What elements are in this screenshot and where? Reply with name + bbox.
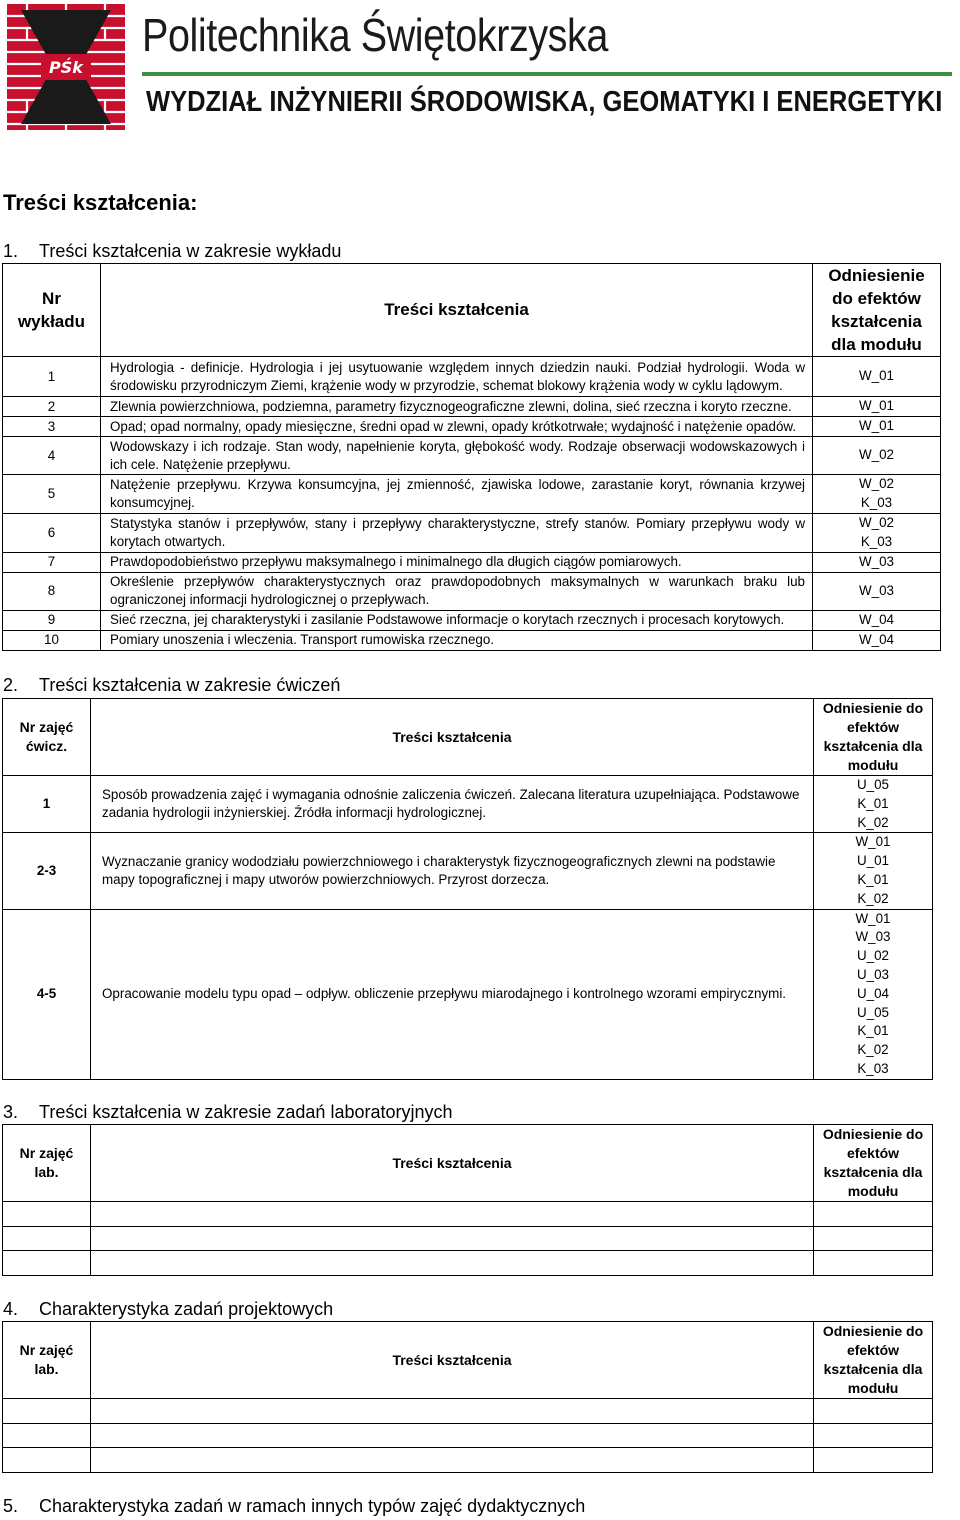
row-content: Wodowskazy i ich rodzaje. Stan wody, napełnienie koryta, głębokość wody. Rodzaje obserwacji wodowskazowych i ich cele. Natężenie przepływu. <box>101 437 813 475</box>
row-reference <box>813 437 941 475</box>
row-content: Opracowanie modelu typu opad – odpływ. obliczenie przepływu miarodajnego i kontrolnego wzorami empirycznymi. <box>91 909 814 1079</box>
effect-code: U_05 <box>856 777 889 792</box>
section-label: Charakterystyka zadań projektowych <box>39 1299 334 1319</box>
faculty-name: WYDZIAŁ INŻYNIERII ŚRODOWISKA, GEOMATYKI I ENERGETYKI <box>146 86 943 118</box>
effect-code: W_04 <box>859 611 894 627</box>
header-ref: Odniesienie do efektów kształcenia dla modułu <box>814 1322 933 1399</box>
table-row <box>3 552 941 572</box>
section-label: Treści kształcenia w zakresie zadań laboratoryjnych <box>39 1102 453 1122</box>
row-number: 4-5 <box>3 909 91 1079</box>
effect-code: K_01 <box>857 1023 889 1039</box>
header-content: Treści kształcenia <box>91 699 814 776</box>
section-label: Treści kształcenia w zakresie ćwiczeń <box>39 675 341 695</box>
row-number: 6 <box>3 514 101 553</box>
lecture-table <box>2 263 941 651</box>
header-content: Treści kształcenia <box>101 264 813 357</box>
table-row <box>3 833 933 909</box>
header <box>0 0 960 135</box>
effect-code: U_03 <box>856 966 889 982</box>
row-content: Opad; opad normalny, opady miesięczne, średni opad w zlewni, opady krótkotrwałe; wydajność i natężenie opadów. <box>101 417 813 437</box>
header-nr: Nr zajęć ćwicz. <box>3 699 91 776</box>
table-row <box>3 1202 933 1227</box>
table-row <box>3 397 941 417</box>
table-header-row <box>3 699 933 776</box>
effect-code: K_03 <box>860 495 893 510</box>
header-ref: Odniesienie do efektów kształcenia dla modułu <box>814 699 933 776</box>
header-content: Treści kształcenia <box>91 1125 814 1202</box>
table-row <box>3 1251 933 1276</box>
row-number: 1 <box>3 776 91 833</box>
header-divider <box>142 72 952 76</box>
effect-code: U_01 <box>856 853 889 869</box>
section-number: 1. <box>3 241 19 261</box>
effect-code: W_01 <box>855 910 891 926</box>
effect-code: W_02 <box>859 447 894 463</box>
row-content: Sposób prowadzenia zajęć i wymagania odnośnie zaliczenia ćwiczeń. Zalecana literatura uzupełniająca. Podstawowe zadania hydrologii inżynierskiej. Źródła informacji hydrologicznej. <box>91 776 814 833</box>
row-number: 5 <box>3 475 101 514</box>
table-row <box>3 630 941 650</box>
row-number: 4 <box>3 437 101 475</box>
effect-code: K_03 <box>857 1060 889 1076</box>
header-nr: Nr wykładu <box>3 264 101 357</box>
effect-code: U_02 <box>856 948 889 964</box>
row-number: 2 <box>3 397 101 417</box>
section-title <box>3 1102 453 1123</box>
header-content: Treści kształcenia <box>91 1322 814 1399</box>
table-row <box>3 514 941 553</box>
row-reference <box>813 357 941 397</box>
table-row <box>3 610 941 630</box>
table-row <box>3 417 941 437</box>
row-number: 7 <box>3 552 101 572</box>
row-reference <box>813 397 941 417</box>
svg-text:PŚk: PŚk <box>49 58 83 77</box>
effect-code: W_03 <box>859 553 894 569</box>
table-row <box>3 909 933 1079</box>
effect-code: U_04 <box>856 985 889 1001</box>
row-reference <box>813 610 941 630</box>
header-nr: Nr zajęć lab. <box>3 1125 91 1202</box>
row-reference <box>813 417 941 437</box>
row-reference <box>813 475 941 514</box>
effect-code: W_02 <box>859 476 894 492</box>
row-content: Pomiary unoszenia i wleczenia. Transport rumowiska rzecznego. <box>101 630 813 650</box>
table-row <box>3 572 941 610</box>
section-title <box>3 675 340 696</box>
lab-table <box>2 1124 933 1276</box>
row-number: 1 <box>3 357 101 397</box>
table-header-row <box>3 264 941 357</box>
exercise-body <box>3 776 933 1080</box>
effect-code: K_02 <box>857 814 889 830</box>
effect-code: K_02 <box>857 890 889 906</box>
effect-code: U_05 <box>856 1004 889 1020</box>
effect-code: W_02 <box>859 515 894 530</box>
row-number: 8 <box>3 572 101 610</box>
row-content: Sieć rzeczna, jej charakterystyki i zasilanie Podstawowe informacje o korytach rzecznych i procesach korytowych. <box>101 610 813 630</box>
table-row <box>3 437 941 475</box>
table-row <box>3 1227 933 1251</box>
section-number: 2. <box>3 675 19 695</box>
effect-code: K_02 <box>857 1042 889 1058</box>
effect-code: W_03 <box>859 582 894 598</box>
header-nr: Nr zajęć lab. <box>3 1322 91 1399</box>
row-content: Prawdopodobieństwo przepływu maksymalnego i minimalnego dla długich ciągów pomiarowych. <box>101 552 813 572</box>
section-number: 5. <box>3 1496 19 1516</box>
row-number: 10 <box>3 630 101 650</box>
project-table <box>2 1321 933 1473</box>
row-reference <box>813 572 941 610</box>
effect-code: W_04 <box>859 631 894 647</box>
page-title: Treści kształcenia: <box>3 190 198 215</box>
section-number: 4. <box>3 1299 19 1319</box>
section-title <box>3 1299 333 1320</box>
exercise-table <box>2 698 933 1080</box>
effect-code: K_01 <box>857 871 889 887</box>
effect-code: W_03 <box>855 929 891 945</box>
table-row <box>3 1448 933 1473</box>
effect-code: K_03 <box>860 533 893 549</box>
section-label: Treści kształcenia w zakresie wykładu <box>39 241 342 261</box>
row-content: Natężenie przepływu. Krzywa konsumcyjna, jej zmienność, zjawiska lodowe, zarastanie koryt, równania krzywej konsumcyjnej. <box>101 475 813 514</box>
row-reference <box>813 552 941 572</box>
effect-code: K_01 <box>857 795 889 811</box>
row-content: Hydrologia - definicje. Hydrologia i jej usytuowanie względem innych dziedzin nauki. Podział hydrologii. Woda w środowisku przyrodniczym Ziemi, krążenie wody w przyrodzie, schemat blokowy krążenia wody w cyklu lądowym. <box>101 357 813 397</box>
table-header-row <box>3 1125 933 1202</box>
row-reference <box>814 909 933 1079</box>
row-reference <box>813 514 941 553</box>
university-name: Politechnika Świętokrzyska <box>142 9 608 61</box>
table-row <box>3 475 941 514</box>
row-number: 2-3 <box>3 833 91 909</box>
row-content: Zlewnia powierzchniowa, podziemna, parametry fizycznogeograficzne zlewni, dolina, sieć rzeczna i koryto rzeczne. <box>101 397 813 417</box>
table-row <box>3 776 933 833</box>
section-number: 3. <box>3 1102 19 1122</box>
effect-code: W_01 <box>859 418 894 434</box>
row-reference <box>814 833 933 909</box>
section-label: Charakterystyka zadań w ramach innych typów zajęć dydaktycznych <box>39 1496 586 1516</box>
header-ref: Odniesienie do efektów kształcenia dla modułu <box>813 264 941 357</box>
row-content: Określenie przepływów charakterystycznych oraz prawdopodobnych maksymalnych w warunkach braku lub ograniczonej informacji hydrologicznej o przepływach. <box>101 572 813 610</box>
table-row <box>3 357 941 397</box>
section-title <box>3 241 341 262</box>
table-row <box>3 1399 933 1424</box>
lecture-body <box>3 357 941 651</box>
table-row <box>3 1424 933 1448</box>
row-reference <box>813 630 941 650</box>
row-content: Statystyka stanów i przepływów, stany i przepływy charakterystyczne, strefy stanów. Pomiary przepływu wody w korytach otwartych. <box>101 514 813 553</box>
section-title <box>3 1496 585 1517</box>
table-header-row <box>3 1322 933 1399</box>
header-ref: Odniesienie do efektów kształcenia dla modułu <box>814 1125 933 1202</box>
row-content: Wyznaczanie granicy wododziału powierzchniowego i charakterystyk fizycznogeograficznych zlewni na podstawie mapy topograficznej i mapy utworów powierzchniowych. Przyrost dorzecza. <box>91 833 814 909</box>
row-number: 9 <box>3 610 101 630</box>
effect-code: W_01 <box>859 398 894 414</box>
row-number: 3 <box>3 417 101 437</box>
row-reference <box>814 776 933 833</box>
effect-code: W_01 <box>859 368 894 384</box>
effect-code: W_01 <box>855 834 891 850</box>
university-logo-icon <box>7 4 125 130</box>
